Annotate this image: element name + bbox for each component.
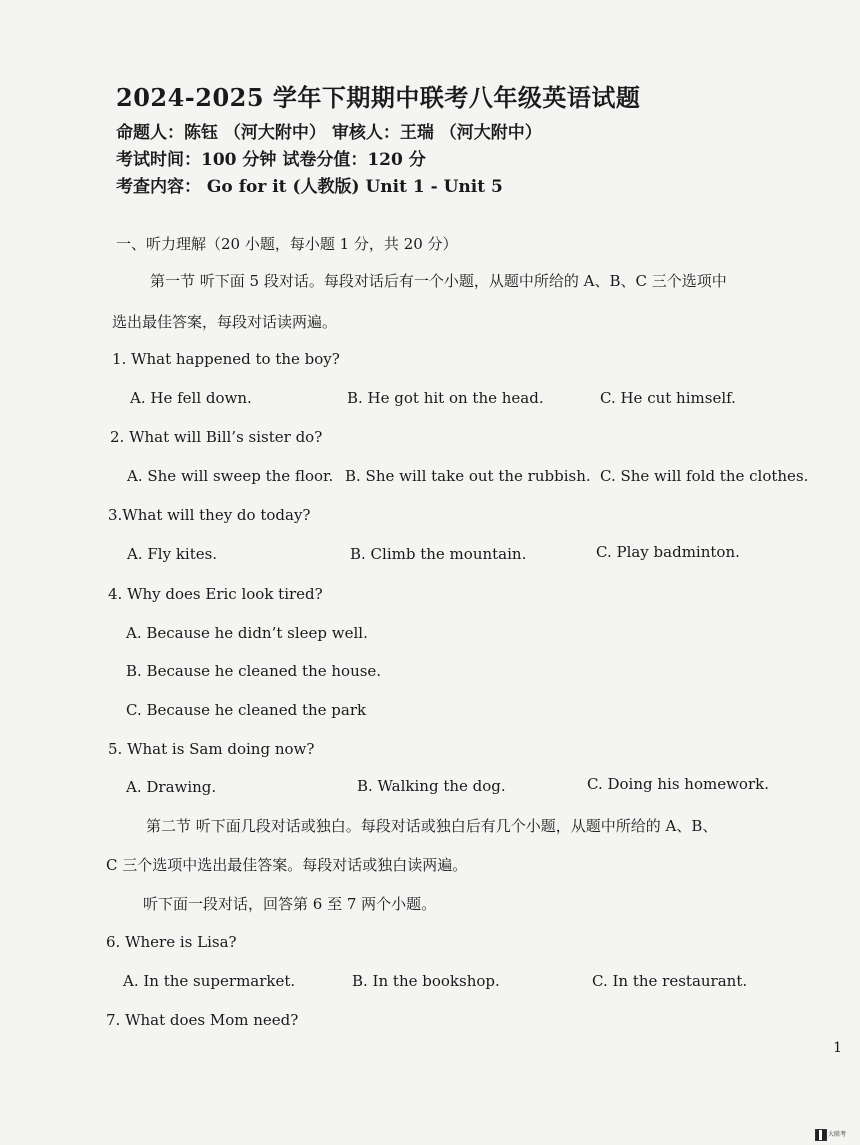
page-number: 1 bbox=[833, 1040, 842, 1056]
time-score-line: 考试时间：100 分钟 试卷分值：120 分 bbox=[116, 150, 426, 170]
q6-option-a: A. In the supermarket. bbox=[123, 972, 296, 990]
question-6: 6. Where is Lisa? bbox=[106, 933, 237, 951]
exam-title: 2024-2025 学年下期期中联考八年级英语试题 bbox=[116, 83, 641, 112]
question-7: 7. What does Mom need? bbox=[106, 1011, 299, 1029]
content-line: 考查内容： Go for it (人教版) Unit 1 - Unit 5 bbox=[116, 177, 503, 197]
q2-option-a: A. She will sweep the floor. bbox=[127, 467, 334, 485]
q1-option-b: B. He got hit on the head. bbox=[347, 389, 544, 407]
footer-watermark: 大联考 bbox=[828, 1131, 847, 1138]
question-4: 4. Why does Eric look tired? bbox=[108, 585, 323, 603]
q6-option-c: C. In the restaurant. bbox=[592, 972, 748, 990]
q3-option-a: A. Fly kites. bbox=[127, 545, 218, 563]
q3-option-c: C. Play badminton. bbox=[596, 543, 740, 561]
q2-option-c: C. She will fold the clothes. bbox=[600, 467, 809, 485]
q6-option-b: B. In the bookshop. bbox=[352, 972, 500, 990]
part1-instruction-line2: 选出最佳答案，每段对话读两遍。 bbox=[112, 313, 338, 331]
part2-instruction-line1: 第二节 听下面几段对话或独白。每段对话或独白后有几个小题，从题中所给的 A、B、 bbox=[146, 817, 718, 835]
q2-option-b: B. She will take out the rubbish. bbox=[345, 467, 591, 485]
question-1: 1. What happened to the boy? bbox=[112, 350, 340, 368]
q1-option-c: C. He cut himself. bbox=[600, 389, 736, 407]
q3-option-b: B. Climb the mountain. bbox=[350, 545, 527, 563]
q4-option-a: A. Because he didn’t sleep well. bbox=[126, 624, 368, 642]
section-heading: 一、听力理解（20 小题，每小题 1 分，共 20 分） bbox=[116, 235, 458, 253]
qr-code-icon bbox=[815, 1129, 827, 1141]
q1-option-a: A. He fell down. bbox=[130, 389, 252, 407]
q5-option-b: B. Walking the dog. bbox=[357, 777, 506, 795]
question-2: 2. What will Bill’s sister do? bbox=[110, 428, 323, 446]
part2-instruction-line2: C 三个选项中选出最佳答案。每段对话或独白读两遍。 bbox=[106, 856, 468, 874]
part2-sub-instruction: 听下面一段对话，回答第 6 至 7 两个小题。 bbox=[143, 895, 437, 913]
q5-option-a: A. Drawing. bbox=[126, 778, 217, 796]
question-5: 5. What is Sam doing now? bbox=[108, 740, 315, 758]
q4-option-c: C. Because he cleaned the park bbox=[126, 701, 367, 719]
q5-option-c: C. Doing his homework. bbox=[587, 775, 769, 793]
authors-line: 命题人：陈钰 （河大附中） 审核人：王瑞 （河大附中） bbox=[116, 123, 542, 143]
q4-option-b: B. Because he cleaned the house. bbox=[126, 662, 382, 680]
question-3: 3.What will they do today? bbox=[108, 506, 311, 524]
part1-instruction-line1: 第一节 听下面 5 段对话。每段对话后有一个小题，从题中所给的 A、B、C 三个选项中 bbox=[150, 272, 727, 290]
